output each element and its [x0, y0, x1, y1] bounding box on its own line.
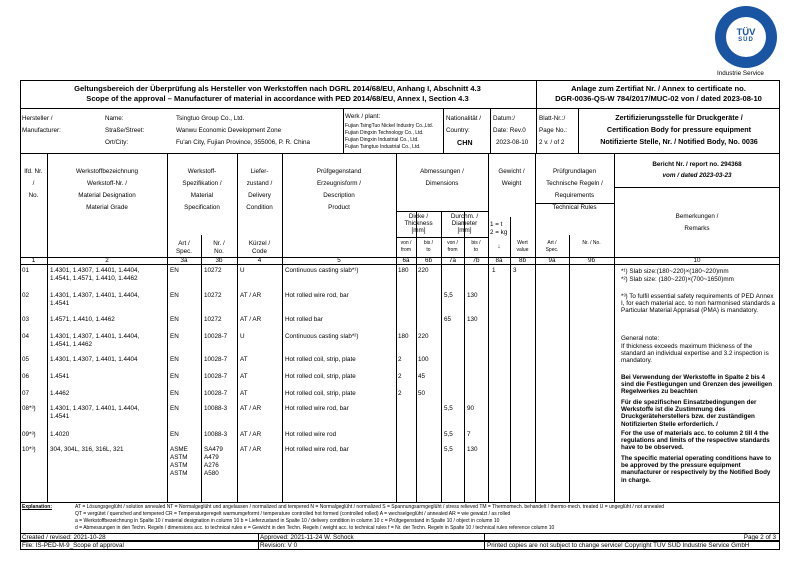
hdr-diam-2: Diameter [451, 220, 478, 227]
product-description: Hot rolled coil, strip, plate [285, 373, 356, 380]
column-number: 1 [31, 257, 36, 264]
cert-body-line3: Notifizierte Stelle, Nr. / Notified Body, No. 0036 [600, 137, 758, 146]
spec-type: ASME [170, 446, 188, 453]
hdr-thick-1: Dicke / [408, 213, 429, 220]
delivery-code: U [240, 333, 245, 340]
hdr-rules-art-1: Art / [547, 240, 557, 246]
hdr-dims-1: Abmessungen / [420, 168, 464, 175]
column-number: 8a [495, 257, 503, 264]
title-left-line1: Geltungsbereich der Überprüfung als Hersteller von Werkstoffen nach DGRL 2014/68/EU, Anhang I, Abschnitt 4.3 [74, 84, 481, 93]
plant-label: Werk / plant: [345, 113, 381, 120]
hdr-weight-2: Weight [501, 180, 522, 187]
diameter-from: 5,5 [444, 446, 453, 453]
column-number: 7a [448, 257, 456, 264]
row-number: 10*³) [22, 446, 36, 453]
hdr-weight-val-1: Wert [517, 240, 528, 246]
row-number: 09*³) [22, 431, 36, 438]
spec-number: 10088-3 [204, 431, 228, 438]
footer-revision: Revision: V 0 [260, 542, 298, 549]
spec-type: EN [170, 356, 179, 363]
hdr-report-date: vom / dated 2023-03-23 [662, 172, 732, 179]
hdr-weight-unit-2: 2 = kg [490, 229, 508, 236]
manufacturer-name: Tsingtuo Group Co., Ltd. [176, 115, 245, 122]
hdr-weight-val-2: value [516, 247, 529, 253]
material-grade: 1.4571, 1.4410, 1.4462 [50, 316, 115, 323]
hdr-product-2: Erzeugnisform / [316, 180, 362, 187]
spec-type: EN [170, 431, 179, 438]
hdr-spec-nr: Nr. / [213, 240, 225, 247]
plant-1: Fujian TsingTuo Nickel Industry Co.,Ltd. [345, 123, 434, 129]
footer-page: Page 2 of 3 [743, 534, 776, 541]
remark-de-2: Für die spezifischen Einsatzbedingungen der Werkstoffe ist die Zustimmung des Druckgeräteherstellers bzw. der zuständigen Notifizierten Stelle erforderlich. / [621, 399, 757, 428]
hdr-diam-to-2: to [473, 247, 479, 253]
spec-type: EN [170, 373, 179, 380]
hdr-lfd-3: No. [28, 192, 39, 199]
row-number: 01 [22, 267, 30, 274]
remark-de-1: Bei Verwendung der Werkstoffe in Spalte 2 bis 4 sind die Festlegungen und Grenzen des jeweiligen Regelwerkes zu beachten [621, 374, 773, 396]
cert-body-line1: Zertifizierungsstelle für Druckgeräte / [615, 113, 743, 122]
spec-type: ASTM [170, 454, 188, 461]
column-number: 2 [105, 257, 109, 264]
remark-en-2: The specific material operating conditions have to be approved by the pressure equipment manufacturer or respectively by the Notified Body in charge. [621, 455, 772, 484]
sheet-label1: Blatt-Nr.:/ [539, 115, 566, 122]
hdr-delivery-1: Liefer- [250, 168, 269, 175]
hdr-weight-arrow: ↓ [497, 243, 501, 250]
thickness-from: 2 [398, 356, 402, 363]
thickness-from: 180 [398, 333, 409, 340]
column-number: 10 [693, 257, 701, 264]
delivery-code: AT / AR [240, 292, 262, 299]
logo-sub: SÜD [738, 37, 754, 43]
date-label2: Date: Rev.0 [493, 127, 526, 134]
spec-number: A479 [204, 454, 219, 461]
thickness-to: 100 [418, 356, 429, 363]
title-right-line2: DGR-0036-QS-W 784/2017/MUC-02 von / dated 2023-08-10 [555, 94, 762, 103]
material-grade: 1.4301, 1.4307, 1.4401, 1.4404, [50, 405, 140, 412]
spec-type: EN [170, 316, 179, 323]
row-number: 08*³) [22, 405, 36, 412]
manufacturer-street: Wanwu Economic Development Zone [176, 127, 282, 134]
title-right-line1: Anlage zum Zertifiat Nr. / Annex to certificate no. [571, 84, 746, 93]
product-description: Hot rolled wire rod, bar [285, 405, 349, 412]
hdr-weight-unit-1: 1 = t [490, 221, 503, 228]
material-grade: 1.4541, 1.4571, 1.4410, 1.4462 [50, 275, 138, 282]
spec-type: EN [170, 390, 179, 397]
date-value: 2023-08-10 [496, 139, 529, 146]
material-grade: 1.4541 [50, 413, 70, 420]
material-grade: 1.4301, 1.4307, 1.4401, 1.4404, [50, 333, 140, 340]
hdr-material-4: Material Grade [86, 204, 128, 211]
manufacturer-label1: Hersteller / [22, 115, 53, 122]
nationality-label2: Country: [446, 127, 470, 134]
explanation-label: Explanation: [22, 504, 53, 510]
explanation-line1: AT = Lösungsgeglüht / solution annealed NT = Normalgeglüht und angelassen / normalized and tempered N = Normalgeglüht / normalized S = Spannungsarmgeglüht / stress relieved TM = Thermomech. behandelt / thermo-mech. treated U = ungeglüht / not annealed [75, 504, 665, 510]
delivery-code: AT / AR [240, 316, 262, 323]
diameter-from: 5,5 [444, 405, 453, 412]
product-description: Continuous casting slab*²) [285, 333, 359, 340]
product-description: Hot rolled coil, strip, plate [285, 390, 356, 397]
row-number: 04 [22, 333, 30, 340]
hdr-report-no: Bericht Nr. / report no. 294368 [652, 161, 742, 168]
hdr-delivery-2: zustand / [246, 180, 273, 187]
remark-slab-size-2: *²) Slab size: (180~220)×(700~1650)mm [621, 276, 734, 283]
hdr-lfd-1: lfd. Nr. [24, 168, 43, 175]
column-number: 3b [215, 257, 223, 264]
manufacturer-city: Fu'an City, Fujian Province, 355006, P. R. China [176, 139, 310, 146]
hdr-delivery-code1: Kürzel / [248, 240, 271, 247]
material-grade: 1.4462 [50, 390, 70, 397]
hdr-rules-3: Requirements [554, 192, 595, 199]
spec-type: EN [170, 267, 179, 274]
hdr-product-1: Prüfgegenstand [316, 168, 362, 175]
diameter-to: 130 [467, 446, 478, 453]
remark-general-note: If thickness exceeds maximum thickness of the standard an individual expertise and 3.2 inspection is mandatory. [621, 343, 769, 365]
spec-number: 10028-7 [204, 333, 228, 340]
column-number: 9b [587, 257, 595, 264]
remark-slab-size-1: *¹) Slab size:(180~220)×(180~220)mm [621, 268, 729, 275]
row-number: 02 [22, 292, 30, 299]
hdr-rules-nr: Nr. / No. [582, 240, 601, 246]
hdr-spec-nr2: No. [214, 248, 224, 255]
hdr-spec-art: Art / [178, 240, 190, 247]
hdr-material-3: Material Designation [78, 192, 136, 199]
spec-type: ASTM [170, 462, 188, 469]
hdr-spec-2: Spezifikation / [182, 180, 222, 187]
column-number: 6a [402, 257, 410, 264]
plant-2: Fujian Dingxin Technology Co., Ltd. [345, 130, 424, 136]
remark-en-1: For the use of materials acc. to column 2 till 4 the regulations and limits of the respective standards have to be observed. [621, 430, 770, 452]
hdr-rules-4: Technical Rules [552, 204, 597, 211]
thickness-to: 220 [418, 267, 429, 274]
hdr-thick-to-2: to [426, 247, 431, 253]
footer-file: File: IS-PED-M-9_Scope of approval [22, 542, 124, 549]
column-number: 8b [518, 257, 526, 264]
product-description: Hot rolled wire rod, bar [285, 292, 349, 299]
remark-general-note-title: General note: [621, 335, 660, 342]
spec-type: EN [170, 405, 179, 412]
cert-body-line2: Certification Body for pressure equipment [606, 125, 752, 134]
hdr-material-1: Werkstoffbezeichnung [75, 168, 139, 175]
tuv-sud-logo [715, 6, 777, 68]
hdr-thick-3: [mm] [411, 227, 426, 234]
thickness-to: 45 [418, 373, 426, 380]
hdr-spec-art2: Spec. [175, 248, 193, 255]
plant-3: Fujian Dingxin Industrial Co., Ltd. [345, 137, 419, 143]
hdr-rules-1: Prüfgrundlagen [552, 168, 597, 175]
column-number: 5 [337, 257, 341, 264]
diameter-to: 7 [467, 431, 471, 438]
column-number: 7b [472, 257, 480, 264]
spec-number: 10028-7 [204, 356, 228, 363]
nationality-value: CHN [457, 138, 473, 147]
hdr-rules-2: Technische Regeln / [546, 180, 603, 187]
column-number: 6b [424, 257, 432, 264]
material-grade: 1.4301, 1.4307, 1.4401, 1.4404 [50, 356, 138, 363]
hdr-rules-art-2: Spec. [545, 247, 559, 253]
thickness-from: 2 [398, 390, 402, 397]
spec-number: 10028-7 [204, 390, 228, 397]
diameter-from: 5,5 [444, 292, 453, 299]
hdr-spec-1: Werkstoff- [187, 168, 217, 175]
hdr-dims-2: Dimensions [425, 180, 459, 187]
logo-word: TÜV [736, 27, 756, 38]
city-label: Ort/City: [105, 139, 129, 146]
column-number: 4 [257, 257, 262, 264]
weight-value: 3 [513, 267, 517, 274]
thickness-from: 180 [398, 267, 409, 274]
logo-tagline: Industrie Service [717, 70, 764, 77]
diameter-to: 90 [467, 405, 475, 412]
weight-unit: 1 [492, 267, 496, 274]
hdr-thick-from-2: from [401, 247, 411, 253]
plant-4: Fujian Tsingtuo Industrial Co., Ltd. [345, 144, 421, 150]
sheet-label2: Page No.: [539, 127, 568, 134]
hdr-delivery-code2: Code [251, 248, 268, 255]
column-number: 9a [548, 257, 556, 264]
diameter-from: 5,5 [444, 431, 453, 438]
spec-number: A276 [204, 462, 219, 469]
thickness-to: 50 [418, 390, 426, 397]
column-number: 3a [180, 257, 188, 264]
material-grade: 1.4301, 1.4307, 1.4401, 1.4404, [50, 267, 140, 274]
delivery-code: AT / AR [240, 405, 262, 412]
hdr-thick-to-1: bis / [423, 240, 434, 246]
delivery-code: AT [240, 390, 248, 397]
delivery-code: U [240, 267, 245, 274]
material-grade: 1.4541, 1.4462 [50, 341, 93, 348]
footer-created: Created / revised: 2021-10-28 [22, 534, 106, 541]
name-label: Name: [105, 115, 124, 122]
material-grade: 1.4541 [50, 373, 70, 380]
hdr-diam-from-2: from [447, 247, 458, 253]
hdr-thick-from-1: von / [400, 240, 412, 246]
hdr-remarks-2: Remarks [684, 225, 710, 232]
product-description: Hot rolled wire rod [285, 431, 337, 438]
product-description: Hot rolled wire rod, bar [285, 446, 349, 453]
product-description: Continuous casting slab*¹) [285, 267, 359, 274]
sheet-value: 2 v. / of 2 [539, 139, 565, 146]
street-label: Straße/Street: [105, 127, 145, 134]
row-number: 06 [22, 373, 30, 380]
spec-number: 10272 [204, 292, 222, 299]
hdr-thick-2: Thickness [404, 220, 433, 227]
hdr-spec-4: Specification [184, 204, 220, 211]
material-grade: 1.4541 [50, 300, 70, 307]
explanation-line3: a = Werkstoffbezeichnung in Spalte 10 / material designation in column 10 b = Lieferzustand in Spalte 10 / delivery condition in column 10 c = Prüfgegenstand in Spalte 10 / object in column 10 [75, 518, 500, 524]
row-number: 03 [22, 316, 30, 323]
delivery-code: AT / AR [240, 431, 262, 438]
explanation-line4: d = Abmessungen in den Techn. Regeln / dimensions acc. to technical rules e = Gewicht in den Techn. Regeln / weight acc. to technical rules f = Nr. der Techn. Regeln in Spalte 10 / technical rules reference column 10 [75, 525, 555, 531]
spec-number: A580 [204, 470, 219, 477]
thickness-from: 2 [398, 373, 402, 380]
spec-type: EN [170, 333, 179, 340]
hdr-product-3: Description [323, 192, 355, 199]
row-number: 05 [22, 356, 30, 363]
date-label1: Datum:/ [493, 115, 516, 122]
diameter-to: 130 [467, 292, 478, 299]
hdr-material-2: Werkstoff-Nr. / [86, 180, 127, 187]
hdr-spec-3: Material [190, 192, 214, 199]
diameter-from: 65 [444, 316, 452, 323]
material-grade: 1.4020 [50, 431, 70, 438]
remark-pma: *³) To fulfil essential safety requirements of PED Annex I, for each material acc. to non harmonised standards a Particular Material Appraisal (PMA) is mandatory. [621, 293, 776, 315]
footer-approved: Approved: 2021-11-24 W. Schock [260, 534, 354, 541]
product-description: Hot rolled coil, strip, plate [285, 356, 356, 363]
spec-number: 10028-7 [204, 373, 228, 380]
hdr-delivery-3: Delivery [248, 192, 271, 199]
material-grade: 304, 304L, 316, 316L, 321 [50, 446, 124, 453]
hdr-weight-1: Gewicht / [498, 168, 525, 175]
hdr-remarks-1: Bemerkungen / [675, 213, 719, 220]
nationality-label1: Nationalität / [446, 115, 482, 122]
delivery-code: AT / AR [240, 446, 262, 453]
manufacturer-label2: Manufacturer: [22, 127, 61, 134]
row-number: 07 [22, 390, 30, 397]
hdr-product-4: Product [328, 204, 350, 211]
spec-type: EN [170, 292, 179, 299]
thickness-to: 220 [418, 333, 429, 340]
explanation-line2: QT = vergütet / quenched and tempered CR = Temperaturgeregelt warmumgeformt / temperature controlled hot formed (controlled rolled) A = wechselgeglüht / annealed AR = wie gewalzt / as rolled [75, 511, 511, 517]
hdr-diam-3: [mm] [457, 227, 472, 234]
delivery-code: AT [240, 356, 248, 363]
spec-type: ASTM [170, 470, 188, 477]
product-description: Hot rolled bar [285, 316, 323, 323]
spec-number: 10088-3 [204, 405, 228, 412]
title-left-line2: Scope of the approval – Manufacturer of material in accordance with PED 2014/68/EU, Annex I, Section 4.3 [86, 94, 469, 103]
hdr-delivery-4: Condition [246, 204, 273, 211]
diameter-to: 130 [467, 316, 478, 323]
hdr-lfd-2: / [32, 180, 35, 187]
spec-number: 10272 [204, 267, 222, 274]
hdr-diam-1: Durchm. / [450, 213, 479, 220]
spec-number: SA479 [204, 446, 223, 453]
spec-number: 10272 [204, 316, 222, 323]
footer-printed: Printed copies are not subject to change service! Copyright TÜV SÜD Industrie Service GmbH [487, 542, 750, 549]
delivery-code: AT [240, 373, 248, 380]
material-grade: 1.4301, 1.4307, 1.4401, 1.4404, [50, 292, 140, 299]
hdr-diam-from-1: von / [447, 240, 458, 246]
hdr-diam-to-1: bis / [471, 240, 481, 246]
